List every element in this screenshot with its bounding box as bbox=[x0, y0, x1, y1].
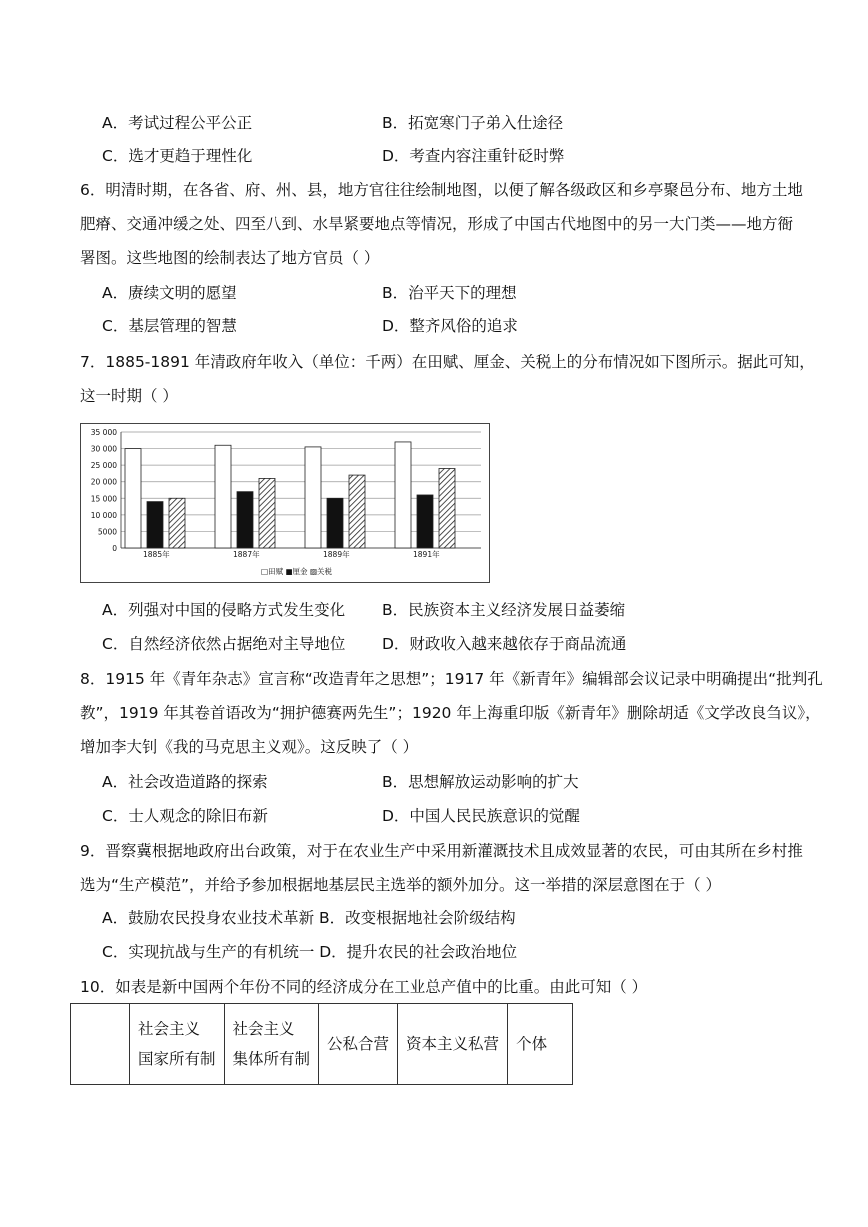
table-header-private: 资本主义私营 bbox=[398, 1004, 508, 1085]
bar-lijin-2 bbox=[327, 498, 343, 548]
bar-tianfu-1 bbox=[215, 445, 231, 548]
bar-tianfu-0 bbox=[125, 449, 141, 548]
chart-legend: □田赋 ■厘金 ▨关税 bbox=[261, 567, 333, 576]
q7-option-c: C．自然经济依然占据绝对主导地位 bbox=[102, 635, 346, 653]
q9-stem-line2: 选为“生产模范”，并给予参加根据地基层民主选举的额外加分。这一举措的深层意图在于（ ） bbox=[80, 876, 721, 894]
q6-option-c: C．基层管理的智慧 bbox=[102, 317, 237, 335]
bar-guanshui-3 bbox=[439, 468, 455, 548]
q6-stem-line2: 肥瘠、交通冲缓之处、四至八到、水旱紧要地点等情况，形成了中国古代地图中的另一大门类——地方衙 bbox=[80, 215, 794, 233]
q6-stem-line1: 6．明清时期，在各省、府、州、县，地方官往往绘制地图，以便了解各级政区和乡亭聚邑分布、地方土地 bbox=[80, 181, 803, 199]
chart-svg bbox=[81, 424, 491, 584]
q7-stem-line1: 7．1885-1891 年清政府年收入（单位：千两）在田赋、厘金、关税上的分布情况如下图所示。据此可知， bbox=[80, 353, 815, 371]
y-tick-label: 20 000 bbox=[90, 477, 117, 487]
bar-lijin-3 bbox=[417, 495, 433, 548]
x-tick-label: 1889年 bbox=[323, 550, 350, 559]
table-header-state-owned: 社会主义 国家所有制 bbox=[130, 1004, 225, 1085]
y-tick-label: 30 000 bbox=[90, 444, 117, 454]
q8-option-d: D．中国人民民族意识的觉醒 bbox=[382, 807, 580, 825]
x-tick-label: 1891年 bbox=[413, 550, 440, 559]
q8-option-c: C．士人观念的除旧布新 bbox=[102, 807, 268, 825]
y-tick-label: 0 bbox=[112, 544, 117, 553]
q7-option-d: D．财政收入越来越依存于商品流通 bbox=[382, 635, 627, 653]
economy-table bbox=[70, 1003, 573, 1085]
q6-option-d: D．整齐风俗的追求 bbox=[382, 317, 518, 335]
q7-stem-line2: 这一时期（ ） bbox=[80, 387, 178, 405]
q5-option-d: D．考查内容注重针砭时弊 bbox=[382, 147, 565, 165]
bar-lijin-0 bbox=[147, 502, 163, 548]
q5-option-a: A．考试过程公平公正 bbox=[102, 114, 253, 132]
bar-guanshui-0 bbox=[169, 498, 185, 548]
y-tick-label: 15 000 bbox=[90, 494, 117, 504]
q6-option-b: B．治平天下的理想 bbox=[382, 284, 517, 302]
bar-guanshui-1 bbox=[259, 478, 275, 548]
q10-stem-line1: 10．如表是新中国两个年份不同的经济成分在工业总产值中的比重。由此可知（ ） bbox=[80, 978, 648, 996]
q8-stem-line3: 增加李大钊《我的马克思主义观》。这反映了（ ） bbox=[80, 738, 419, 756]
q9-stem-line1: 9．晋察冀根据地政府出台政策，对于在农业生产中采用新灌溉技术且成效显著的农民，可由其所在乡村推 bbox=[80, 842, 803, 860]
table-header-individual: 个体 bbox=[508, 1004, 573, 1085]
table-header-row bbox=[71, 1004, 573, 1085]
q6-stem-line3: 署图。这些地图的绘制表达了地方官员（ ） bbox=[80, 249, 380, 267]
q8-stem-line1: 8．1915 年《青年杂志》宣言称“改造青年之思想”；1917 年《新青年》编辑部会议记录中明确提出“批判孔 bbox=[80, 670, 823, 688]
x-tick-label: 1885年 bbox=[143, 550, 170, 559]
table-header-joint: 公私合营 bbox=[319, 1004, 398, 1085]
table-corner-cell bbox=[71, 1004, 130, 1085]
y-tick-label: 5000 bbox=[97, 527, 117, 537]
bar-tianfu-3 bbox=[395, 442, 411, 548]
revenue-bar-chart bbox=[80, 423, 490, 583]
q6-option-a: A．赓续文明的愿望 bbox=[102, 284, 237, 302]
q5-option-b: B．拓宽寒门子弟入仕途径 bbox=[382, 114, 564, 132]
q5-option-c: C．选才更趋于理性化 bbox=[102, 147, 253, 165]
q8-option-a: A．社会改造道路的探索 bbox=[102, 773, 268, 791]
q9-options-cd: C．实现抗战与生产的有机统一 D．提升农民的社会政治地位 bbox=[102, 943, 518, 961]
y-tick-label: 10 000 bbox=[90, 510, 117, 520]
q8-stem-line2: 教”，1919 年其卷首语改为“拥护德赛两先生”；1920 年上海重印版《新青年》删除胡适《文学改良刍议》， bbox=[80, 704, 821, 722]
bar-lijin-1 bbox=[237, 492, 253, 548]
y-tick-label: 35 000 bbox=[90, 428, 117, 437]
bar-guanshui-2 bbox=[349, 475, 365, 548]
bar-tianfu-2 bbox=[305, 447, 321, 548]
table-header-collective: 社会主义 集体所有制 bbox=[224, 1004, 319, 1085]
q9-options-ab: A．鼓励农民投身农业技术革新 B．改变根据地社会阶级结构 bbox=[102, 909, 516, 927]
y-tick-label: 25 000 bbox=[90, 461, 117, 471]
x-tick-label: 1887年 bbox=[233, 550, 260, 559]
q7-option-a: A．列强对中国的侵略方式发生变化 bbox=[102, 601, 346, 619]
q8-option-b: B．思想解放运动影响的扩大 bbox=[382, 773, 579, 791]
q7-option-b: B．民族资本主义经济发展日益萎缩 bbox=[382, 601, 626, 619]
